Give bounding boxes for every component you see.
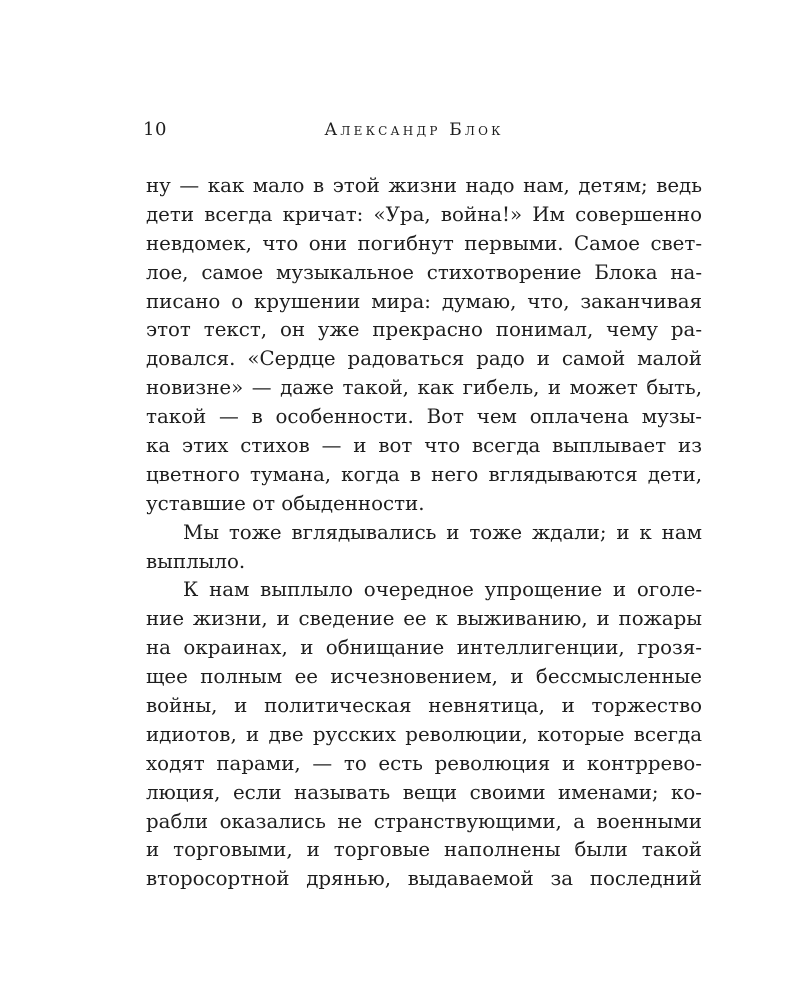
text-line: на окраинах, и обнищание интеллигенции, грозя-	[146, 636, 702, 660]
paragraph	[146, 576, 702, 894]
text-line: Мы тоже вглядывались и тоже ждали; и к нам	[183, 520, 702, 544]
text-line: ну — как мало в этой жизни надо нам, детям; ведь	[146, 174, 702, 197]
text-line: люция, если называть вещи своими именами; ко-	[146, 780, 702, 804]
text-line: новизне» — даже такой, как гибель, и может быть,	[146, 376, 702, 400]
body-text	[146, 172, 702, 894]
text-line: цветного тумана, когда в него вглядываются дети,	[146, 462, 702, 486]
text-line: ходят парами, — то есть революция и контррево-	[146, 751, 702, 775]
text-line: выплыло.	[146, 549, 246, 573]
text-line: ние жизни, и сведение ее к выживанию, и пожары	[146, 607, 702, 631]
text-line: ка этих стихов — и вот что всегда выплывает из	[146, 434, 702, 458]
text-line: К нам выплыло очередное упрощение и оголе-	[183, 578, 702, 602]
paragraph	[146, 519, 702, 577]
text-line: войны, и политическая невнятица, и торжество	[146, 694, 702, 718]
text-line: невдомек, что они погибнут первыми. Самое свет-	[146, 231, 702, 255]
text-line: лое, самое музыкальное стихотворение Блока на-	[146, 260, 702, 284]
page-number: 10	[143, 119, 167, 140]
text-line: довался. «Сердце радоваться радо и самой малой	[146, 347, 702, 371]
text-line: и торговыми, и торговые наполнены были такой	[146, 838, 702, 862]
text-line: дети всегда кричат: «Ура, война!» Им совершенно	[146, 202, 702, 226]
text-line: такой — в особенности. Вот чем оплачена музы-	[146, 405, 702, 429]
text-line: второсортной дрянью, выдаваемой за последний	[146, 867, 702, 891]
text-line: этот текст, он уже прекрасно понимал, чему ра-	[146, 318, 702, 342]
text-line: рабли оказались не странствующими, а военными	[146, 809, 702, 833]
text-line: щее полным ее исчезновением, и бессмысленные	[146, 665, 702, 689]
text-line: уставшие от обыденности.	[146, 491, 425, 515]
paragraph	[146, 172, 702, 519]
text-line: писано о крушении мира: думаю, что, заканчивая	[146, 289, 702, 313]
text-line: идиотов, и две русских революции, которые всегда	[146, 722, 702, 746]
running-head-title: Александр Блок	[324, 120, 504, 140]
